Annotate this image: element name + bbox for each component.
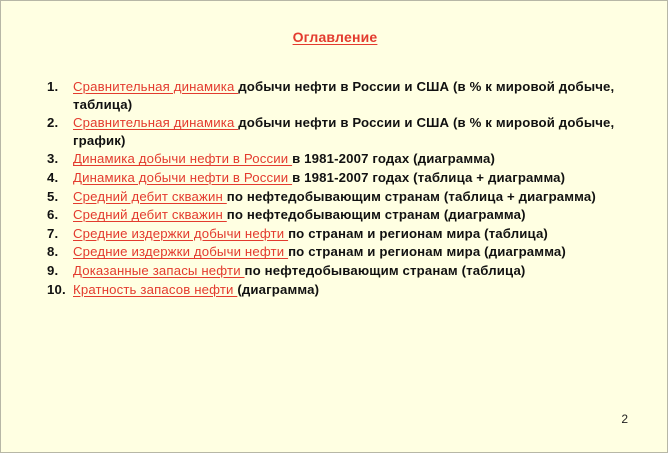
toc-item-5 xyxy=(41,188,641,206)
toc-item-number: 5. xyxy=(47,188,59,204)
toc-item-number: 9. xyxy=(47,262,59,278)
toc-link-6[interactable]: Средний дебит скважин xyxy=(73,207,227,223)
table-of-contents xyxy=(41,78,641,299)
toc-item-text: добычи нефти в России и США (в % к мировой добыче, таблица) xyxy=(73,79,615,112)
toc-item-text: по нефтедобывающим странам (диаграмма) xyxy=(226,207,526,223)
toc-link-2[interactable]: Сравнительная динамика xyxy=(73,115,239,131)
toc-item-number: 10. xyxy=(47,281,66,297)
toc-item-number: 7. xyxy=(47,225,59,241)
toc-link-5[interactable]: Средний дебит скважин xyxy=(73,188,227,204)
toc-item-number: 6. xyxy=(47,207,59,223)
toc-item-text: по странам и регионам мира (диаграмма) xyxy=(288,244,566,260)
toc-link-3[interactable]: Динамика добычи нефти в России xyxy=(73,151,293,167)
toc-item-text: по нефтедобывающим странам (таблица) xyxy=(244,262,526,278)
toc-item-text: (диаграмма) xyxy=(237,281,320,297)
toc-link-8[interactable]: Средние издержки добычи нефти xyxy=(73,244,289,260)
toc-item-1 xyxy=(41,78,641,113)
toc-link-7[interactable]: Средние издержки добычи нефти xyxy=(73,225,289,241)
toc-item-number: 4. xyxy=(47,169,59,185)
toc-item-number: 3. xyxy=(47,151,59,167)
toc-item-number: 2. xyxy=(47,115,59,131)
toc-item-text: по странам и регионам мира (таблица) xyxy=(288,225,548,241)
slide-title: Оглавление xyxy=(292,29,378,45)
page-number: 2 xyxy=(621,412,628,426)
toc-link-4[interactable]: Динамика добычи нефти в России xyxy=(73,169,293,185)
toc-item-text: добычи нефти в России и США (в % к мировой добыче, график) xyxy=(73,115,615,148)
toc-item-4 xyxy=(41,169,641,187)
toc-item-number: 8. xyxy=(47,244,59,260)
toc-item-2 xyxy=(41,114,641,149)
toc-item-6 xyxy=(41,206,641,224)
toc-item-7 xyxy=(41,225,641,243)
toc-item-9 xyxy=(41,262,641,280)
toc-item-number: 1. xyxy=(47,79,59,94)
toc-item-text: по нефтедобывающим странам (таблица + диаграмма) xyxy=(226,188,596,204)
toc-item-text: в 1981-2007 годах (таблица + диаграмма) xyxy=(292,169,566,185)
toc-link-1[interactable]: Сравнительная динамика xyxy=(73,79,239,94)
toc-link-9[interactable]: Доказанные запасы нефти xyxy=(73,262,245,278)
toc-item-8 xyxy=(41,243,641,261)
toc-link-10[interactable]: Кратность запасов нефти xyxy=(73,281,238,297)
toc-item-3 xyxy=(41,150,641,168)
toc-item-text: в 1981-2007 годах (диаграмма) xyxy=(292,151,495,167)
toc-item-10 xyxy=(41,281,641,299)
